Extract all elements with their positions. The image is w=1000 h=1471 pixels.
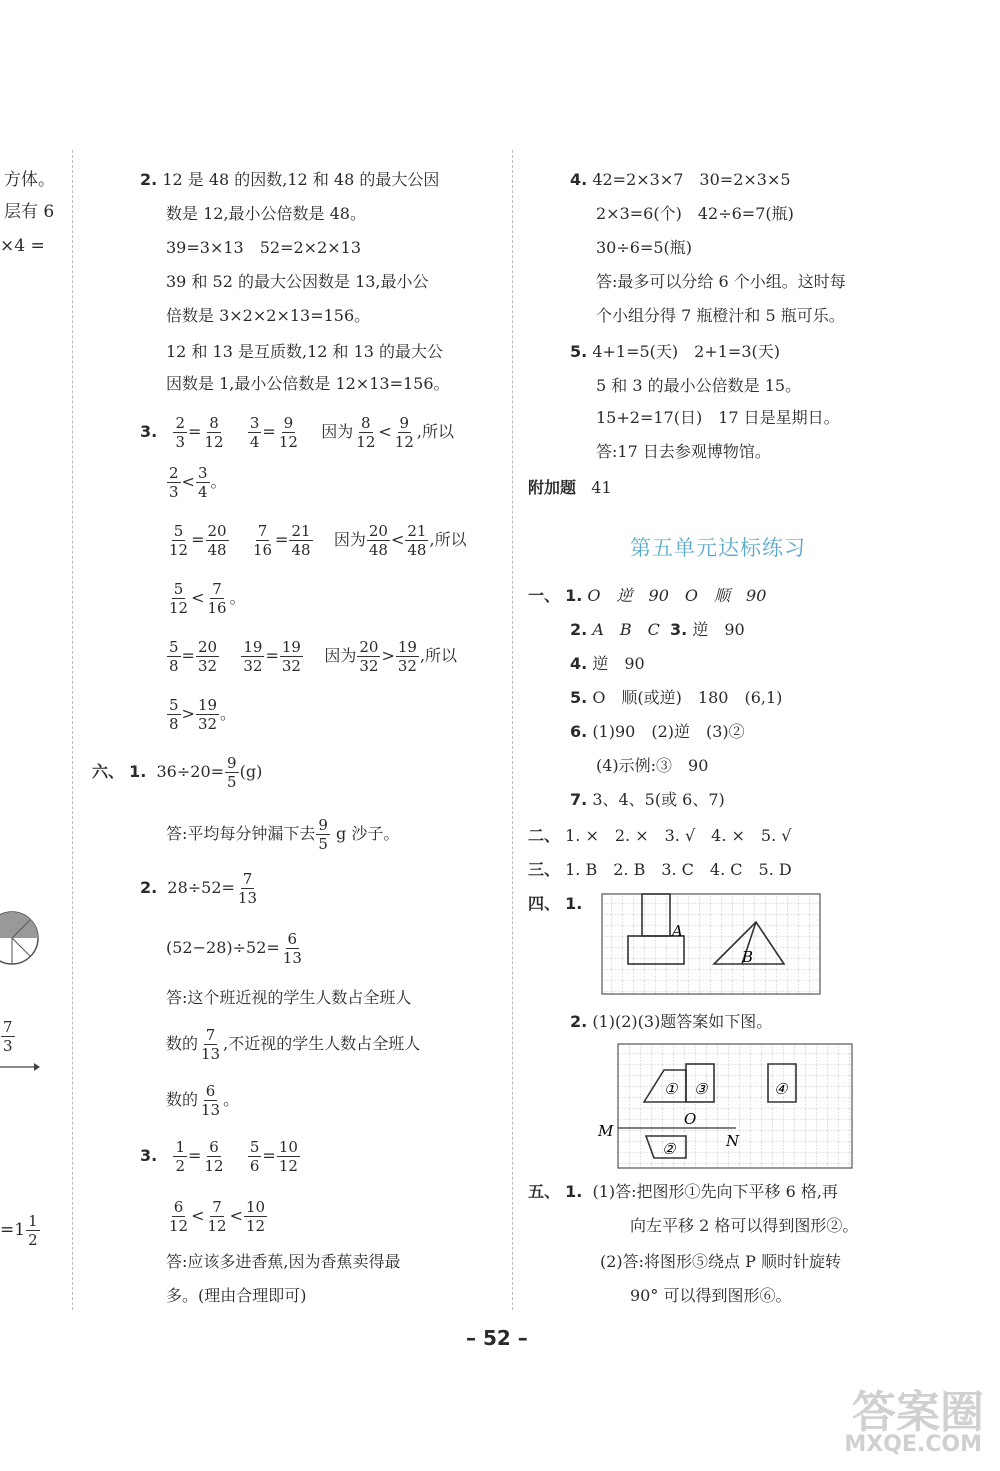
q2-line: 因数是 1,最小公倍数是 12×13=156。 <box>166 374 450 393</box>
page-number: – 52 – <box>466 1326 528 1350</box>
column-divider <box>512 150 513 1310</box>
q4-line: 答:最多可以分给 6 个小组。这时每 <box>596 272 846 291</box>
sec6-q1: 六、 1. 36÷20= $\frac{9}{5}$ (g) <box>92 754 263 791</box>
sec6-q3-answer: 答:应该多进香蕉,因为香蕉卖得最 <box>166 1252 401 1271</box>
sec6-q2-answer: 数的 $\frac{6}{13}$ 。 <box>166 1082 240 1119</box>
left-edge-fraction: $\frac{7}{3}$ <box>3 1018 13 1055</box>
circled-1: ① <box>664 1080 678 1098</box>
s1-q1: 一、 1. O 逆 90 O 顺 90 <box>528 586 767 605</box>
sec6-q1-answer: 答:平均每分钟漏下去 $\frac{9}{5}$ g 沙子。 <box>166 816 400 853</box>
bonus-question: 附加题 41 <box>528 478 612 497</box>
q5-line: 答:17 日去参观博物馆。 <box>596 442 771 461</box>
circled-2: ② <box>662 1140 676 1158</box>
watermark-url: MXQE.COM <box>844 1432 982 1457</box>
label-m: M <box>598 1122 614 1140</box>
q3-result-3: $\frac{5}{8}$ > $\frac{19}{32}$ 。 <box>169 696 237 733</box>
sec6-q3-compare: 3. $\frac{1}{2}$ = $\frac{6}{12}$ $\frac{5}{6}$ = $\frac{10}{12}$ <box>140 1138 298 1175</box>
label-a: A <box>672 922 683 940</box>
s3-answers: 三、 1. B 2. B 3. C 4. C 5. D <box>528 860 792 879</box>
s1-q5: 5. O 顺(或逆) 180 (6,1) <box>570 688 783 707</box>
sec6-q2-expr1: 2. 28÷52= $\frac{7}{13}$ <box>140 870 258 907</box>
s2-answers: 二、 1. × 2. × 3. √ 4. × 5. √ <box>528 826 792 845</box>
left-edge-mixed-number: =1 $\frac{1}{2}$ <box>0 1212 38 1249</box>
label-o: O <box>684 1110 697 1128</box>
q4-line: 4. 42=2×3×7 30=2×3×5 <box>570 170 791 189</box>
q2-line: 12 和 13 是互质数,12 和 13 的最大公 <box>166 342 444 361</box>
left-edge-text: ×4 = <box>0 236 45 256</box>
label-n: N <box>726 1132 740 1150</box>
q3-result-1: $\frac{2}{3}$ < $\frac{3}{4}$ 。 <box>169 464 227 501</box>
unit-title: 第五单元达标练习 <box>630 536 806 560</box>
s4-q1: 四、 1. <box>528 894 583 913</box>
circled-3: ③ <box>694 1080 708 1098</box>
circled-4: ④ <box>774 1080 788 1098</box>
sec6-q2-answer: 数的 $\frac{7}{13}$ ,不近视的学生人数占全班人 <box>166 1026 421 1063</box>
q2-line: 数是 12,最小公倍数是 48。 <box>166 204 366 223</box>
s4-q2: 2. (1)(2)(3)题答案如下图。 <box>570 1012 773 1031</box>
s1-q4: 4. 逆 90 <box>570 654 645 673</box>
left-edge-text: 方体。 <box>4 170 55 190</box>
q3-result-2: $\frac{5}{12}$ < $\frac{7}{16}$ 。 <box>169 580 246 617</box>
column-divider <box>72 150 73 1310</box>
q3-compare-3: $\frac{5}{8}$ = $\frac{20}{32}$ $\frac{19}{32}$ = $\frac{19}{32}$ 因为 $\frac{20}{32}$ > $\frac{19}{32}$ ,所以 <box>169 638 458 675</box>
s5-q1: 五、 1. (1)答:把图形①先向下平移 6 格,再 <box>528 1182 838 1201</box>
sec6-q3-answer: 多。(理由合理即可) <box>166 1286 307 1305</box>
s1-q7: 7. 3、4、5(或 6、7) <box>570 790 725 809</box>
left-edge-text: 层有 6 <box>4 202 55 222</box>
label-b: B <box>742 948 754 966</box>
sec6-q3-order: $\frac{6}{12}$ < $\frac{7}{12}$ < $\frac{10}{12}$ <box>169 1198 266 1235</box>
s1-q6: 6. (1)90 (2)逆 (3)② <box>570 722 745 741</box>
q5-line: 5 和 3 的最小公倍数是 15。 <box>596 376 802 395</box>
q3-compare-2: $\frac{5}{12}$ = $\frac{20}{48}$ $\frac{7}{16}$ = $\frac{21}{48}$ 因为 $\frac{20}{48}$ < $\frac{21}{48}$ ,所以 <box>169 522 467 559</box>
q4-line: 2×3=6(个) 42÷6=7(瓶) <box>596 204 794 223</box>
pie-figure-fragment <box>0 908 44 968</box>
q4-line: 30÷6=5(瓶) <box>596 238 693 257</box>
watermark-logo: 答案圈 <box>852 1387 984 1438</box>
q3-compare-1: 3. $\frac{2}{3}$ = $\frac{8}{12}$ $\frac{3}{4}$ = $\frac{9}{12}$ 因为 $\frac{8}{12}$ < $\frac{9}{12}$ ,所以 <box>140 414 454 451</box>
s1-q6: (4)示例:③ 90 <box>596 756 709 775</box>
s1-q2-q3: 2. A B C 3. 逆 90 <box>570 620 745 639</box>
q2-line: 倍数是 3×2×2×13=156。 <box>166 306 371 325</box>
sec6-q2-expr2: (52−28)÷52= $\frac{6}{13}$ <box>166 930 302 967</box>
q2-line: 39=3×13 52=2×2×13 <box>166 238 362 257</box>
s5-line: 向左平移 2 格可以得到图形②。 <box>630 1216 859 1235</box>
q4-line: 个小组分得 7 瓶橙汁和 5 瓶可乐。 <box>596 306 845 325</box>
s5-line: 90° 可以得到图形⑥。 <box>630 1286 792 1305</box>
q5-line: 5. 4+1=5(天) 2+1=3(天) <box>570 342 780 361</box>
grid-figure-2 <box>596 1042 856 1172</box>
q2-line: 39 和 52 的最大公因数是 13,最小公 <box>166 272 429 291</box>
sec6-q2-answer: 答:这个班近视的学生人数占全班人 <box>166 988 412 1007</box>
s5-line: (2)答:将图形⑤绕点 P 顺时针旋转 <box>600 1252 841 1271</box>
number-line-fragment <box>0 1062 40 1072</box>
q5-line: 15+2=17(日) 17 日是星期日。 <box>596 408 840 427</box>
grid-figure-1 <box>600 892 822 996</box>
q2-line: 2. 12 是 48 的因数,12 和 48 的最大公因 <box>140 170 440 189</box>
